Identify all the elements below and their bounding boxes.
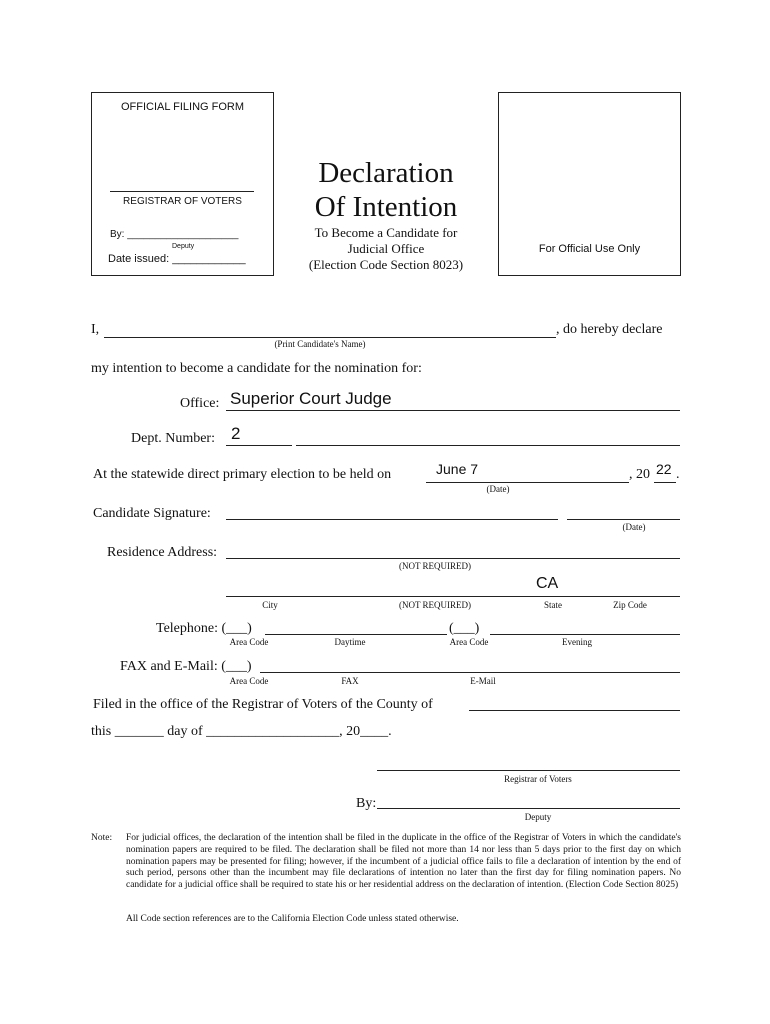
subtitle-line3: (Election Code Section 8023): [308, 257, 464, 272]
telephone-label: Telephone: (___): [156, 621, 252, 636]
telephone-evening-line[interactable]: [490, 634, 680, 635]
election-year-prefix: , 20: [629, 467, 650, 482]
dept-number-line-1[interactable]: [226, 445, 292, 446]
residence-address-line[interactable]: [226, 558, 680, 559]
registrar-by-label: By:: [356, 796, 377, 811]
zip-code-caption: Zip Code: [613, 600, 647, 610]
candidate-signature-line[interactable]: [226, 519, 558, 520]
fax-email-line[interactable]: [260, 672, 680, 673]
state-caption: State: [544, 600, 562, 610]
area-code-caption-2: Area Code: [449, 637, 489, 647]
dept-number-label: Dept. Number:: [131, 431, 215, 446]
dept-number-line-2: [296, 445, 680, 446]
election-year-suffix: .: [676, 467, 680, 482]
election-date-line[interactable]: [426, 482, 629, 483]
dept-number-value[interactable]: 2: [231, 424, 241, 443]
election-date-caption: (Date): [486, 484, 510, 494]
signature-date-line[interactable]: [567, 519, 680, 520]
election-label: At the statewide direct primary election to be held on: [93, 467, 392, 482]
filed-in-office-text: Filed in the office of the Registrar of Voters of the County of: [93, 697, 433, 712]
candidate-signature-label: Candidate Signature:: [93, 506, 211, 521]
election-year-value[interactable]: 22: [656, 461, 672, 477]
county-line[interactable]: [469, 710, 680, 711]
registrar-signature-line: [110, 191, 254, 192]
deputy-caption: Deputy: [172, 243, 195, 250]
date-issued-field: Date issued: ____________: [108, 253, 246, 265]
note-label: Note:: [91, 833, 113, 843]
state-value[interactable]: CA: [536, 575, 559, 592]
form-title-line1: Declaration: [318, 157, 454, 189]
note-text: For judicial offices, the declaration of the intention shall be filed in the duplicate in the office of the Registrar of Voters in which the candidate's nomination papers are required to be filed. The declaration shall be filed not more than 14 nor less than 5 days prior to the first day on which nomination papers may be presented for filing; however, if the incumbent of a judicial office fails to file a declaration of intention by the end of such period, persons other than the incumbent may file declarations of intention no later than the first day for filing nomination papers. No candidate for a judicial office shall be required to state his or her residential address on the declaration of intention. (Election Code Section 8025): [126, 833, 681, 891]
office-label: Office:: [180, 396, 220, 411]
official-use-box: [498, 92, 681, 276]
official-filing-form-title: OFFICIAL FILING FORM: [120, 101, 245, 113]
subtitle-line2: Judicial Office: [347, 241, 425, 256]
by-deputy-field: By: ____________________: [110, 229, 239, 240]
official-filing-form-box: [91, 92, 274, 276]
not-required-caption-1: (NOT REQUIRED): [398, 561, 472, 571]
signature-date-caption: (Date): [622, 522, 646, 532]
registrar-of-voters-line[interactable]: [377, 770, 680, 771]
official-use-label: For Official Use Only: [538, 243, 641, 255]
candidate-name-caption: (Print Candidate's Name): [274, 339, 366, 349]
residence-address-label: Residence Address:: [107, 545, 218, 560]
declaration-suffix: , do hereby declare: [556, 322, 663, 337]
registrar-deputy-caption: Deputy: [524, 812, 552, 822]
fax-caption: FAX: [341, 676, 359, 686]
filed-date-line: this _______ day of ___________________, 20____.: [91, 724, 392, 739]
fax-email-label: FAX and E-Mail: (___): [120, 659, 252, 674]
area-code-caption-1: Area Code: [229, 637, 269, 647]
form-title: [290, 156, 482, 224]
election-year-line[interactable]: [654, 482, 676, 483]
email-caption: E-Mail: [470, 676, 496, 686]
fax-area-code-caption: Area Code: [229, 676, 269, 686]
evening-caption: Evening: [562, 637, 592, 647]
form-subtitle: [270, 225, 502, 273]
registrar-of-voters-caption: Registrar of Voters: [504, 774, 572, 784]
registrar-deputy-line[interactable]: [377, 808, 680, 809]
subtitle-line1: To Become a Candidate for: [314, 225, 458, 240]
candidate-name-line[interactable]: [104, 337, 556, 338]
daytime-caption: Daytime: [334, 637, 366, 647]
office-line[interactable]: [226, 410, 680, 411]
telephone-daytime-line[interactable]: [265, 634, 447, 635]
note-footer: All Code section references are to the California Election Code unless stated otherwise.: [126, 914, 459, 924]
intention-text: my intention to become a candidate for the nomination for:: [91, 361, 422, 376]
election-date-value[interactable]: June 7: [436, 461, 479, 477]
telephone-evening-paren: (___): [449, 621, 480, 636]
not-required-caption-2: (NOT REQUIRED): [398, 600, 472, 610]
office-value[interactable]: Superior Court Judge: [230, 389, 392, 408]
city-state-zip-line[interactable]: [226, 596, 680, 597]
city-caption: City: [262, 600, 278, 610]
form-title-line2: Of Intention: [314, 191, 458, 223]
declaration-prefix: I,: [91, 322, 100, 337]
registrar-of-voters-label: REGISTRAR OF VOTERS: [123, 196, 242, 207]
